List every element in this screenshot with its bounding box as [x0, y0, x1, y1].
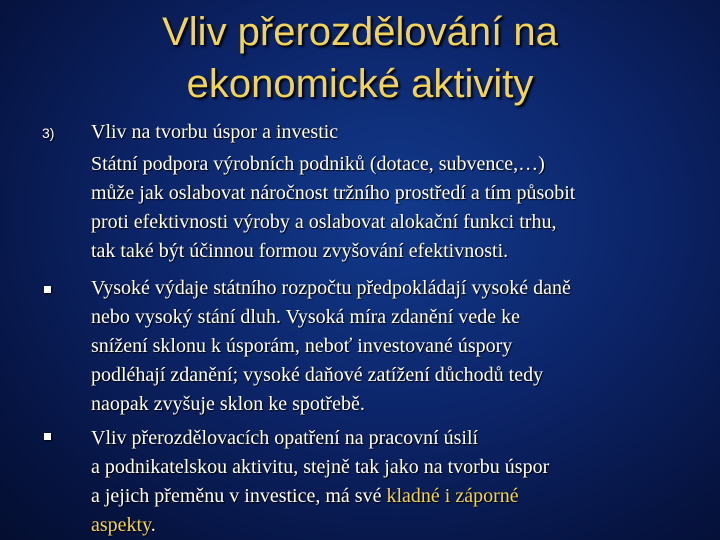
text-line: tak také být účinnou formou zvyšování efektivnosti. — [91, 240, 509, 262]
text-line: proti efektivnosti výroby a oslabovat alokační funkci trhu, — [91, 211, 557, 233]
text-line: a podnikatelskou aktivitu, stejně tak jako na tvorbu úspor — [91, 456, 550, 478]
list-number-marker: 3) — [42, 125, 55, 141]
text-segment: a jejich přeměnu v investice, má své — [91, 485, 387, 507]
text-line: Vysoké výdaje státního rozpočtu předpokládají vysoké daně — [91, 277, 571, 299]
text-line: snížení sklonu k úsporám, neboť investované úspory — [91, 335, 513, 357]
text-line — [91, 484, 519, 508]
title-line-1: Vliv přerozdělování na — [162, 10, 558, 54]
text-line: Vliv na tvorbu úspor a investic — [91, 121, 339, 143]
text-line: nebo vysoký stání dluh. Vysoká míra zdanění vede ke — [91, 306, 520, 328]
text-line: podléhají zdanění; vysoké daňové zatížení důchodů tedy — [91, 364, 544, 386]
bullet-square-icon — [44, 286, 51, 293]
highlighted-text: aspekty — [91, 514, 151, 536]
text-line — [91, 513, 156, 537]
text-line: naopak zvyšuje sklon ke spotřebě. — [91, 393, 365, 415]
highlighted-text: kladné i záporné — [386, 485, 519, 507]
text-line: může jak oslabovat náročnost tržního prostředí a tím působit — [91, 182, 576, 204]
text-line: Státní podpora výrobních podniků (dotace, subvence,…) — [91, 153, 545, 175]
text-line: Vliv přerozdělovacích opatření na pracovní úsilí — [91, 427, 479, 449]
title-line-2: ekonomické aktivity — [186, 62, 534, 106]
text-segment: . — [150, 514, 156, 536]
bullet-square-icon — [44, 433, 51, 440]
slide-title — [40, 6, 680, 110]
